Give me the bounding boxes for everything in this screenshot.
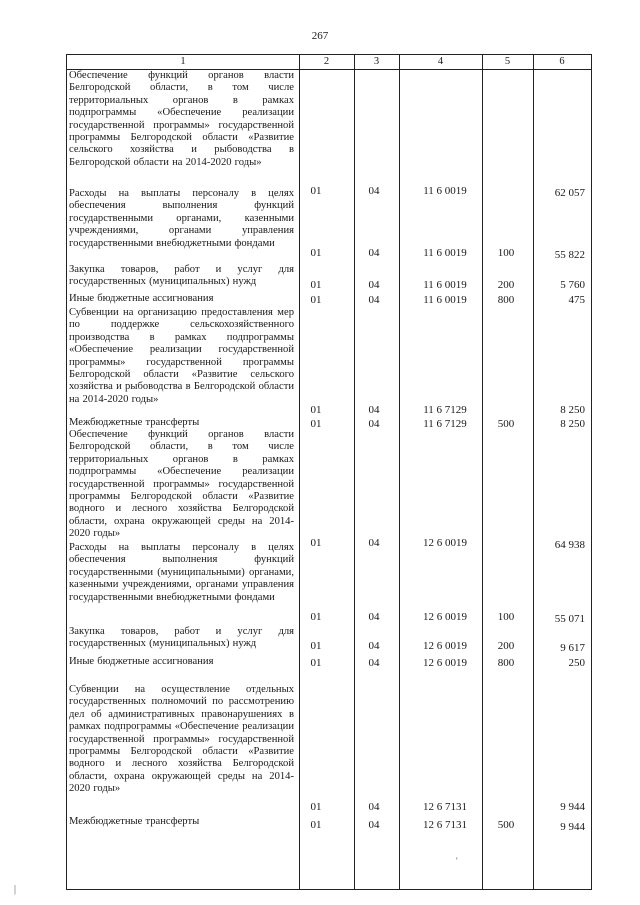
cell-target-article: 12 6 7131 [423, 801, 467, 813]
cell-section: 01 [310, 404, 322, 416]
table-row [67, 429, 591, 550]
header-col-5: 5 [504, 56, 511, 67]
cell-section: 01 [310, 640, 322, 652]
cell-expense-type: 500 [497, 418, 515, 430]
table-row [67, 816, 591, 832]
header-col-4: 4 [437, 56, 444, 67]
row-description: Иные бюджетные ассигнования [69, 656, 214, 667]
table-row [67, 307, 591, 417]
row-description: Межбюджетные трансферты [69, 417, 200, 428]
cell-amount: 8 250 [560, 418, 585, 430]
header-col-1: 1 [180, 56, 186, 67]
cell-section: 01 [310, 819, 322, 831]
cell-target-article: 12 6 0019 [423, 640, 467, 652]
cell-amount: 9 944 [560, 821, 585, 833]
cell-subsection: 04 [368, 418, 380, 430]
header-col-3: 3 [373, 56, 380, 67]
table-row [67, 264, 591, 292]
cell-amount: 475 [568, 294, 585, 306]
cell-amount: 55 822 [554, 249, 585, 261]
cell-expense-type: 800 [497, 294, 515, 306]
row-description: Расходы на выплаты персоналу в целях обеспечения выполнения функций государственными (муниципальными) органами, казенными учреждениями, органами управления государственными внебюджетными фондами [69, 542, 294, 603]
cell-section: 01 [310, 294, 322, 306]
cell-amount: 55 071 [554, 613, 585, 625]
cell-section: 01 [310, 537, 322, 549]
cell-section: 01 [310, 279, 322, 291]
cell-target-article: 12 6 7131 [423, 819, 467, 831]
budget-table [66, 54, 592, 890]
row-description: Иные бюджетные ассигнования [69, 293, 214, 304]
margin-mark: | [14, 884, 17, 895]
cell-amount: 8 250 [560, 404, 585, 416]
page-number: 267 [311, 30, 329, 42]
cell-subsection: 04 [368, 404, 380, 416]
cell-section: 01 [310, 611, 322, 623]
cell-subsection: 04 [368, 247, 380, 259]
row-description: Закупка товаров, работ и услуг для государственных (муниципальных) нужд [69, 626, 294, 650]
cell-section: 01 [310, 657, 322, 669]
table-header [67, 54, 591, 70]
header-col-6: 6 [559, 56, 565, 67]
cell-amount: 5 760 [560, 279, 585, 291]
cell-expense-type: 800 [497, 657, 515, 669]
cell-target-article: 12 6 0019 [423, 657, 467, 669]
foot-mark: ' [456, 856, 458, 866]
cell-section: 01 [310, 801, 322, 813]
cell-subsection: 04 [368, 185, 380, 197]
row-description: Обеспечение функций органов власти Белгородской области, в том числе территориальных органов в рамках подпрограммы «Обеспечение реализации государственной программы» государственной программы Белгородской области «Развитие водного и лесного хозяйства Белгородской области, охрана окружающей среды на 2014-2020 годы» [69, 429, 294, 540]
cell-expense-type: 200 [497, 640, 515, 652]
cell-subsection: 04 [368, 279, 380, 291]
cell-section: 01 [310, 418, 322, 430]
cell-subsection: 04 [368, 819, 380, 831]
cell-target-article: 11 6 0019 [423, 279, 467, 291]
table-row [67, 626, 591, 653]
cell-expense-type: 200 [497, 279, 515, 291]
cell-subsection: 04 [368, 657, 380, 669]
header-col-2: 2 [323, 56, 330, 67]
cell-amount: 62 057 [554, 187, 585, 199]
cell-target-article: 12 6 0019 [423, 611, 467, 623]
cell-expense-type: 100 [497, 611, 515, 623]
table-row [67, 684, 591, 814]
row-description: Субвенции на осуществление отдельных государственных полномочий по рассмотрению дел об административных правонарушениях в рамках подпрограммы «Обеспечение реализации государственной программы» государственной программы Белгородской области «Развитие водного и лесного хозяйства Белгородской области, охрана окружающей среды на 2014-2020 годы» [69, 684, 294, 795]
cell-section: 01 [310, 185, 322, 197]
cell-expense-type: 500 [497, 819, 515, 831]
cell-target-article: 11 6 0019 [423, 247, 467, 259]
row-description: Расходы на выплаты персоналу в целях обеспечения выполнения функций государственными органами, казенными учреждениями, органами управления государственными внебюджетными фондами [69, 188, 294, 249]
cell-amount: 250 [568, 657, 585, 669]
cell-section: 01 [310, 247, 322, 259]
table-row [67, 188, 591, 272]
cell-subsection: 04 [368, 611, 380, 623]
table-row [67, 293, 591, 307]
row-description: Субвенции на организацию предоставления мер по поддержке сельскохозяйственного производства в рамках подпрограммы «Обеспечение реализации государственной программы» государственной программы Белгородской области «Развитие сельского хозяйства и рыбоводства в Белгородской области на 2014-2020 годы» [69, 307, 294, 405]
cell-subsection: 04 [368, 294, 380, 306]
cell-amount: 9 617 [560, 642, 585, 654]
cell-target-article: 12 6 0019 [423, 537, 467, 549]
cell-subsection: 04 [368, 801, 380, 813]
row-description: Закупка товаров, работ и услуг для государственных (муниципальных) нужд [69, 264, 294, 288]
cell-subsection: 04 [368, 537, 380, 549]
cell-amount: 9 944 [560, 801, 585, 813]
table-row [67, 542, 591, 624]
cell-target-article: 11 6 0019 [423, 185, 467, 197]
cell-target-article: 11 6 7129 [423, 418, 467, 430]
cell-subsection: 04 [368, 640, 380, 652]
row-description: Межбюджетные трансферты [69, 816, 200, 827]
row-description: Обеспечение функций органов власти Белгородской области, в том числе территориальных органов в рамках подпрограммы «Обеспечение реализации государственной программы» государственной программы Белгородской области «Развитие сельского хозяйства и рыбоводства в Белгородской области на 2014-2020 годы» [69, 70, 294, 168]
cell-target-article: 11 6 7129 [423, 404, 467, 416]
cell-expense-type: 100 [497, 247, 515, 259]
cell-target-article: 11 6 0019 [423, 294, 467, 306]
table-row [67, 656, 591, 670]
cell-amount: 64 938 [554, 539, 585, 551]
